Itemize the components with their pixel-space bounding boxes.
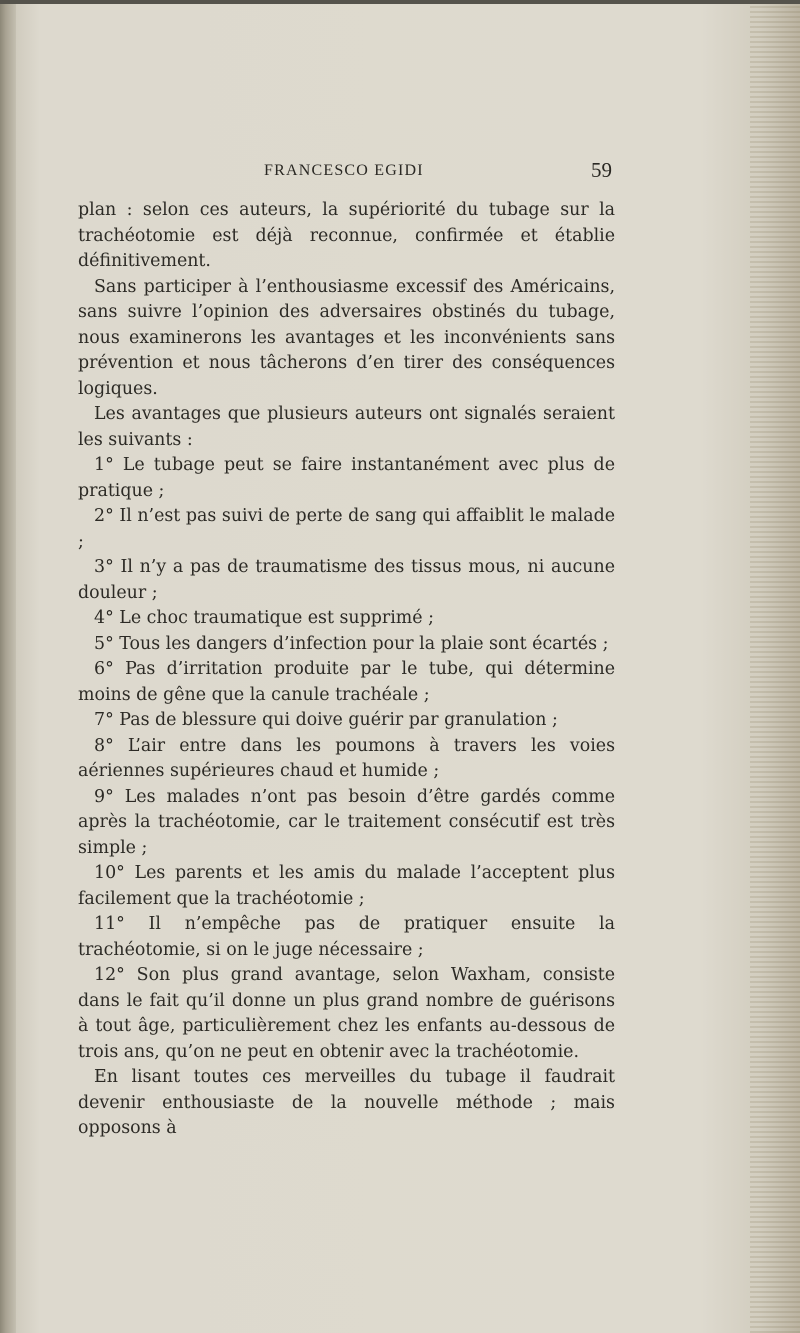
list-item: 10° Les parents et les amis du malade l’acceptent plus facilement que la trachéotomie ; <box>78 863 615 909</box>
list-item: 11° Il n’empêche pas de pratiquer ensuite la trachéotomie, si on le juge nécessaire ; <box>78 914 615 960</box>
binding-gutter <box>0 0 16 1333</box>
list-item: 8° L’air entre dans les poumons à travers les voies aériennes supérieures chaud et humide ; <box>78 735 615 781</box>
paragraph: plan : selon ces auteurs, la supériorité du tubage sur la trachéotomie est déjà reconnue, confirmée et établie définitivement. <box>78 200 615 271</box>
page-number: 59 <box>591 158 612 182</box>
body-text <box>78 198 615 1142</box>
list-item: 7° Pas de blessure qui doive guérir par granulation ; <box>94 710 558 730</box>
page-edge <box>750 0 800 1333</box>
list-item: 3° Il n’y a pas de traumatisme des tissus mous, ni aucune douleur ; <box>78 557 615 603</box>
list-item: 1° Le tubage peut se faire instantanément avec plus de pratique ; <box>78 455 615 501</box>
list-item: 4° Le choc traumatique est supprimé ; <box>94 608 434 628</box>
list-item: 5° Tous les dangers d’infection pour la plaie sont écartés ; <box>94 633 609 654</box>
list-item: 6° Pas d’irritation produite par le tube, qui détermine moins de gêne que la canule trachéale ; <box>78 659 615 705</box>
paragraph: En lisant toutes ces merveilles du tubage il faudrait devenir enthousiaste de la nouvelle méthode ; mais opposons à <box>78 1067 615 1138</box>
paragraph: Les avantages que plusieurs auteurs ont signalés seraient les suivants : <box>78 404 615 450</box>
running-title: FRANCESCO EGIDI <box>264 162 424 179</box>
list-item: 9° Les malades n’ont pas besoin d’être gardés comme après la trachéotomie, car le traitement consécutif est très simple ; <box>78 786 615 858</box>
paragraph: Sans participer à l’enthousiasme excessif des Américains, sans suivre l’opinion des adversaires obstinés du tubage, nous examinerons les avantages et les inconvénients sans prévention et nous tâcherons d’en tirer des conséquences logiques. <box>78 276 615 399</box>
list-item: 12° Son plus grand avantage, selon Waxham, consiste dans le fait qu’il donne un plus grand nombre de guérisons à tout âge, particulièrement chez les enfants au-dessous de trois ans, qu’on ne peut en obtenir avec la trachéotomie. <box>78 965 615 1062</box>
page-header <box>80 158 615 184</box>
top-border <box>0 0 800 4</box>
list-item: 2° Il n’est pas suivi de perte de sang qui affaiblit le malade ; <box>78 506 615 552</box>
